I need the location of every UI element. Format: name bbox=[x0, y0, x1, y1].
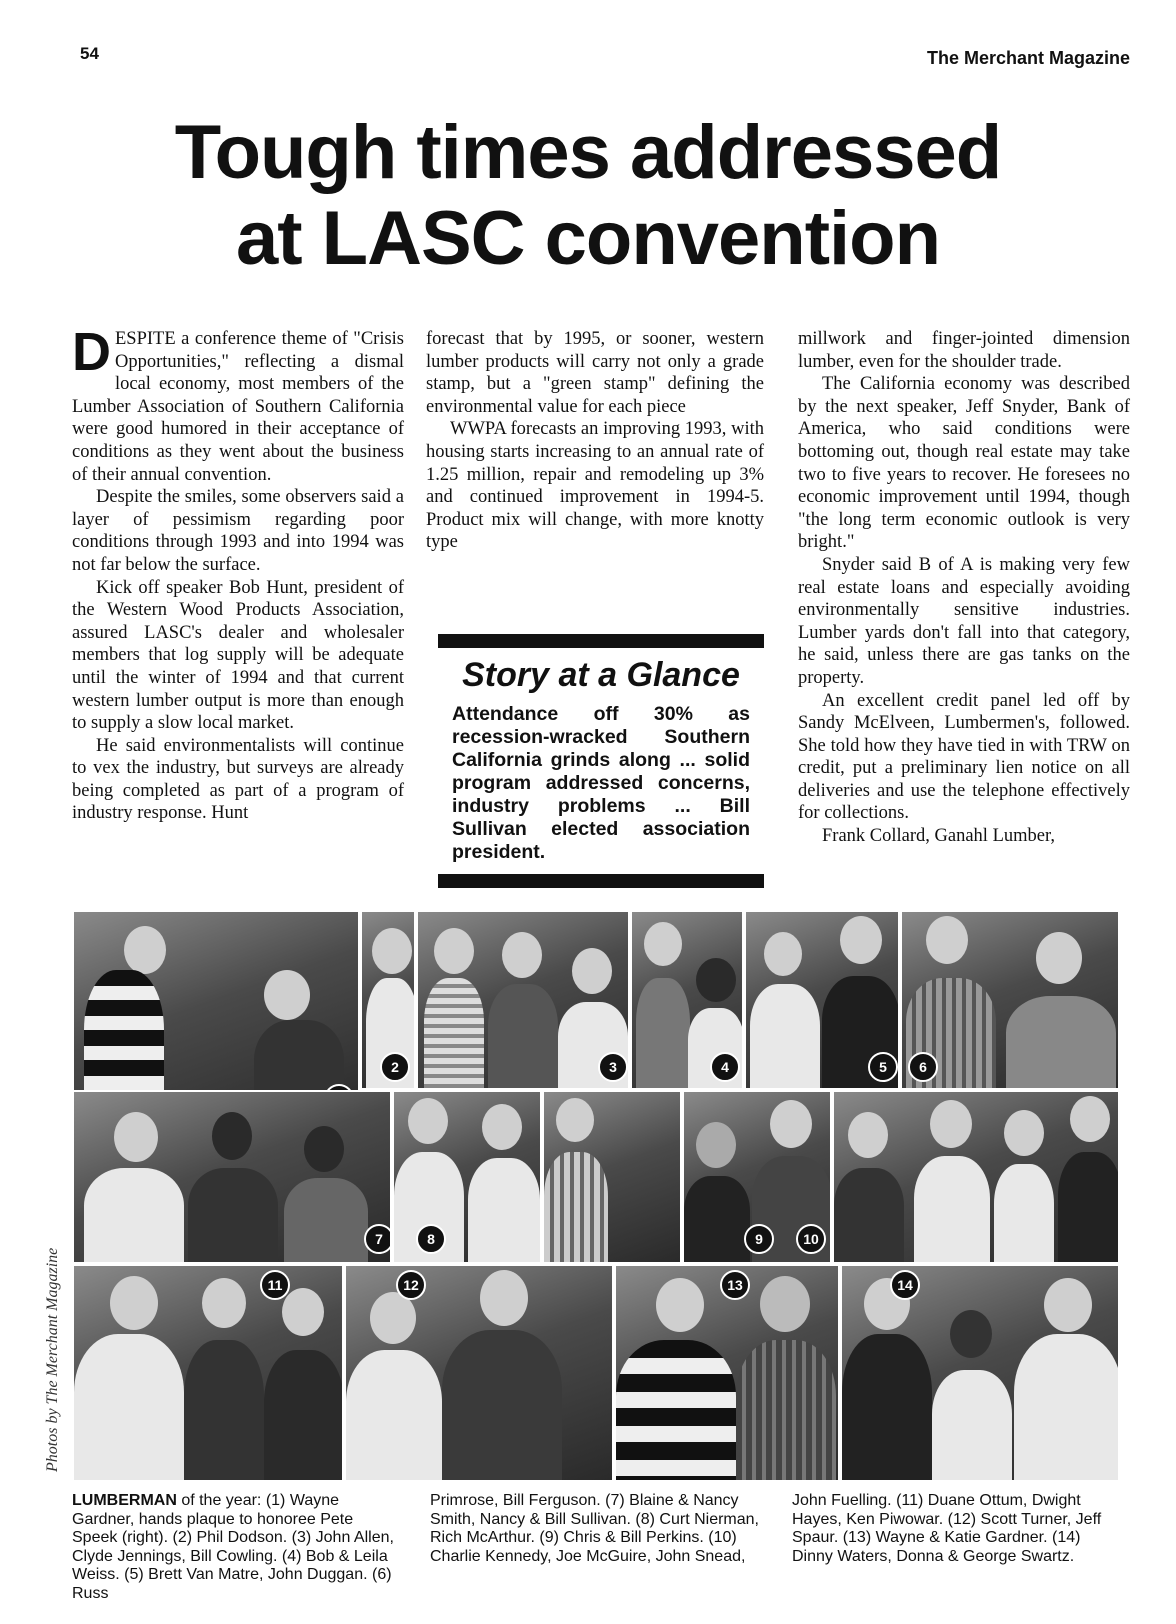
paragraph bbox=[72, 322, 404, 486]
magazine-name: The Merchant Magazine bbox=[926, 48, 1130, 68]
photo-badge: 6 bbox=[908, 1052, 938, 1082]
article-column-1 bbox=[72, 322, 404, 825]
glance-title: Story at a Glance bbox=[462, 656, 740, 694]
photo-badge: 9 bbox=[744, 1224, 774, 1254]
story-at-a-glance-box bbox=[438, 634, 764, 888]
headline-line-2: at LASC convention bbox=[235, 196, 941, 281]
paragraph: millwork and finger-jointed dimension lumber, even for the shoulder trade. bbox=[798, 329, 1130, 372]
photo-12 bbox=[72, 1264, 344, 1482]
photo-13 bbox=[344, 1264, 614, 1482]
photo-9 bbox=[542, 1090, 682, 1264]
photo-badge: 12 bbox=[396, 1270, 426, 1300]
paragraph: WWPA forecasts an improving 1993, with housing starts increasing to an annual rate of 1.25 million, repair and remodeling up 3% and continued improvement in 1994-5. Product mix will change, with more knotty type bbox=[426, 419, 764, 553]
photo-2 bbox=[360, 910, 416, 1090]
paragraph: Despite the smiles, some observers said a layer of pessimism regarding poor conditions through 1993 and into 1994 was not far below the surface. bbox=[72, 487, 404, 575]
caption-column-1 bbox=[72, 1492, 402, 1603]
photo-badge: 4 bbox=[710, 1052, 740, 1082]
paragraph: The California economy was described by the next speaker, Jeff Snyder, Bank of America, who said conditions were bottoming out, though real estate may take two to five years to recover. He foresees no economic improvement until 1994, though "the long term economic outlook is very bright." bbox=[798, 374, 1130, 553]
paragraph: He said environmentalists will continue to vex the industry, but surveys are already being completed as part of a program of industry response. Hunt bbox=[72, 735, 404, 824]
photo-11 bbox=[832, 1090, 1120, 1264]
headline bbox=[0, 110, 1176, 282]
photo-3 bbox=[416, 910, 630, 1090]
article-column-3 bbox=[798, 328, 1130, 848]
glance-bottom-bar bbox=[438, 874, 764, 888]
caption-lead: LUMBERMAN bbox=[72, 1492, 177, 1509]
page-number: 54 bbox=[80, 44, 99, 63]
photo-credit: Photos by The Merchant Magazine bbox=[44, 1247, 61, 1472]
photo-badge: 7 bbox=[364, 1224, 392, 1254]
paragraph: Kick off speaker Bob Hunt, president of the Western Wood Products Association, assured LASC's dealer and wholesaler members that log supply will be adequate until the winter of 1994 and that current western lumber output is more than enough to supply a slow local market. bbox=[72, 577, 404, 734]
caption-column-2: Primrose, Bill Ferguson. (7) Blaine & Nancy Smith, Nancy & Bill Sullivan. (8) Curt Nierman, Rich McArthur. (9) Chris & Bill Perkins. (10) Charlie Kennedy, Joe McGuire, John Snead, bbox=[430, 1492, 759, 1565]
paragraph: An excellent credit panel led off by Sandy McElveen, Lumbermen's, followed. She told how they have tied in with TRW on credit, put a preliminary lien notice on all deliveries and use the telephone effectively for collections. bbox=[798, 690, 1130, 824]
caption-column-3: John Fuelling. (11) Duane Ottum, Dwight Hayes, Ken Piwowar. (12) Scott Turner, Jeff Spaur. (13) Wayne & Katie Gardner. (14) Dinny Waters, Donna & George Swartz. bbox=[792, 1492, 1102, 1565]
photo-6 bbox=[900, 910, 1120, 1090]
photo-7 bbox=[72, 1090, 392, 1264]
photo-collage bbox=[72, 910, 1120, 1482]
paragraph: Snyder said B of A is making very few real estate loans and especially avoiding environmentally sensitive industries. Lumber yards don't fall into that category, he said, unless there are gas tanks on the property. bbox=[798, 554, 1130, 688]
paragraph-text: ESPITE a conference theme of "Crisis Opportunities," reflecting a dismal local economy, most members of the Lumber Association of Southern California were good humored in their acceptance of conditions as they went about the business of their annual convention. bbox=[72, 329, 404, 485]
glance-body: Attendance off 30% as recession-wracked Southern California grinds along ... solid program addressed concerns, industry problems ... Bill Sullivan elected association president. bbox=[452, 703, 750, 863]
photo-badge: 5 bbox=[868, 1052, 898, 1082]
drop-cap: D bbox=[72, 322, 111, 382]
photo-badge: 10 bbox=[796, 1224, 826, 1254]
photo-14 bbox=[614, 1264, 840, 1482]
photo-badge: 11 bbox=[260, 1270, 290, 1300]
glance-top-bar bbox=[438, 634, 764, 648]
headline-line-1: Tough times addressed bbox=[174, 110, 1002, 195]
photo-5 bbox=[744, 910, 900, 1090]
photo-badge: 3 bbox=[598, 1052, 628, 1082]
caption-text: of the year: (1) Wayne Gardner, hands plaque to honoree Pete Speek (right). (2) Phil Dodson. (3) John Allen, Clyde Jennings, Bill Cowling. (4) Bob & Leila Weiss. (5) Brett Van Matre, John Duggan. (6) Russ bbox=[72, 1492, 394, 1602]
photo-badge: 8 bbox=[416, 1224, 446, 1254]
photo-8 bbox=[392, 1090, 542, 1264]
photo-badge: 14 bbox=[890, 1270, 920, 1300]
paragraph: forecast that by 1995, or sooner, western lumber products will carry not only a grade stamp, but a "green stamp" defining the environmental value for each piece bbox=[426, 329, 764, 417]
paragraph: Frank Collard, Ganahl Lumber, bbox=[822, 826, 1056, 847]
photo-badge: 2 bbox=[380, 1052, 410, 1082]
photo-10 bbox=[682, 1090, 832, 1264]
photo-4 bbox=[630, 910, 744, 1090]
photo-15 bbox=[840, 1264, 1120, 1482]
article-column-2 bbox=[426, 328, 764, 554]
photo-badge: 13 bbox=[720, 1270, 750, 1300]
